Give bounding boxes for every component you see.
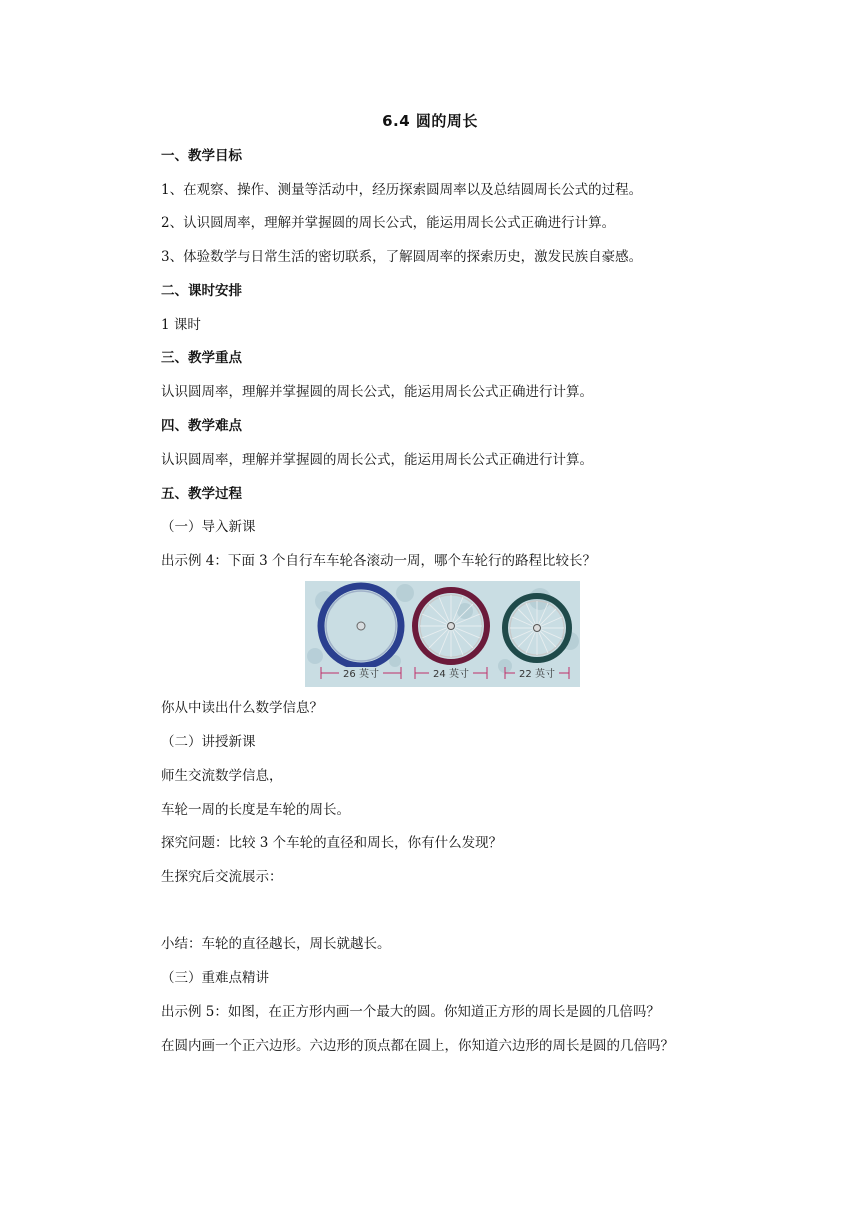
section-heading-process: 五、教学过程: [161, 486, 242, 502]
section-heading-key-points: 三、教学重点: [161, 350, 242, 366]
wheel-24: [415, 590, 487, 662]
example-5-text: 出示例 5：如图，在正方形内画一个最大的圆。你知道正方形的周长是圆的几倍吗？: [161, 1004, 660, 1020]
key-points-text: 认识圆周率，理解并掌握圆的周长公式，能运用周长公式正确进行计算。: [161, 384, 593, 400]
wheel-26-hub: [357, 622, 365, 630]
lesson-text-2: 车轮一周的长度是车轮的周长。: [161, 802, 350, 818]
wheel-22: [505, 596, 569, 660]
section-heading-schedule: 二、课时安排: [161, 283, 242, 299]
subsection-key-explanation: （三）重难点精讲: [161, 970, 269, 986]
question-math-info: 你从中读出什么数学信息？: [161, 700, 323, 716]
wheel-label-26: 26 英寸: [343, 669, 379, 680]
example-4-text: 出示例 4：下面 3 个自行车车轮各滚动一周，哪个车轮行的路程比较长？: [161, 553, 597, 569]
lesson-text-1: 师生交流数学信息，: [161, 768, 283, 784]
wheel-label-22: 22 英寸: [519, 669, 555, 680]
lesson-text-4: 生探究后交流展示：: [161, 869, 283, 885]
schedule-text: 1 课时: [161, 317, 201, 333]
section-heading-difficulties: 四、教学难点: [161, 418, 242, 434]
objective-3: 3、体验数学与日常生活的密切联系，了解圆周率的探索历史，激发民族自豪感。: [161, 249, 643, 265]
difficulties-text: 认识圆周率，理解并掌握圆的周长公式，能运用周长公式正确进行计算。: [161, 452, 593, 468]
document-title: 6.4 圆的周长: [382, 112, 478, 130]
objective-2: 2、认识圆周率，理解并掌握圆的周长公式，能运用周长公式正确进行计算。: [161, 215, 616, 231]
objective-1: 1、在观察、操作、测量等活动中，经历探索圆周率以及总结圆周长公式的过程。: [161, 182, 643, 198]
hexagon-question-text: 在圆内画一个正六边形。六边形的顶点都在圆上，你知道六边形的周长是圆的几倍吗？: [161, 1038, 674, 1054]
summary-text: 小结：车轮的直径越长，周长就越长。: [161, 936, 391, 952]
section-heading-objectives: 一、教学目标: [161, 148, 242, 164]
wheel-label-24: 24 英寸: [433, 669, 469, 680]
subsection-new-lesson: （二）讲授新课: [161, 734, 256, 750]
subsection-intro: （一）导入新课: [161, 519, 256, 535]
lesson-text-3: 探究问题：比较 3 个车轮的直径和周长，你有什么发现？: [161, 835, 503, 851]
bicycle-wheels-figure: [305, 581, 580, 687]
